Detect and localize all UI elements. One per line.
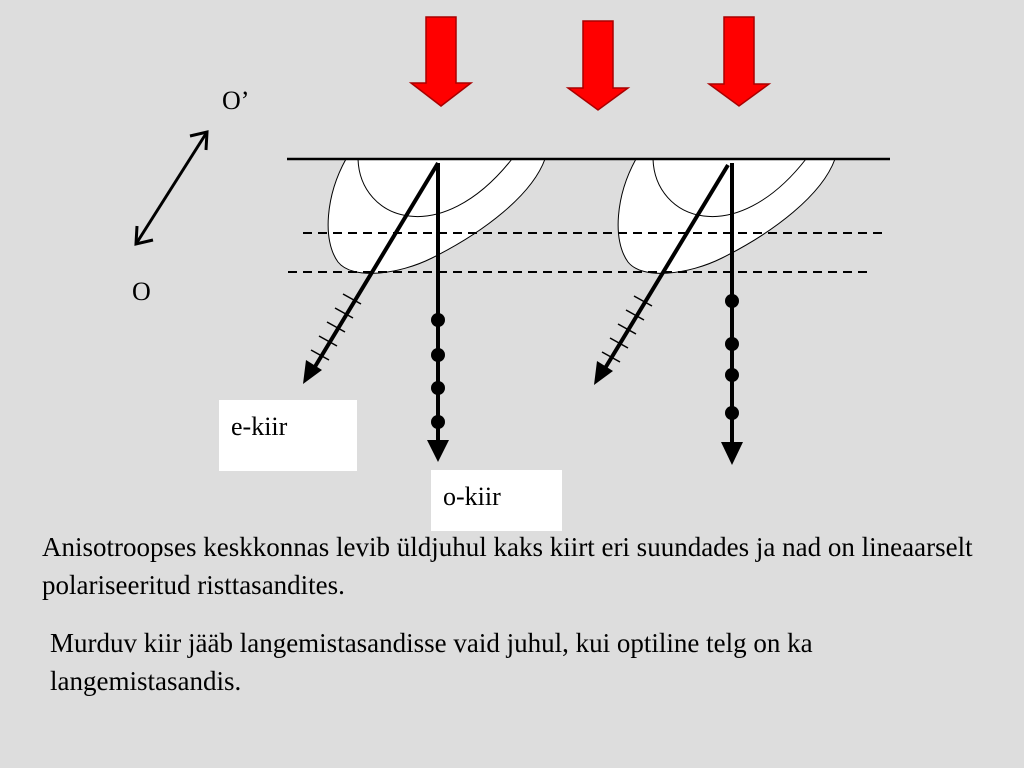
o-ray-label-box — [431, 470, 562, 531]
paragraph-2: Murduv kiir jääb langemistasandisse vaid juhul, kui optiline telg on ka langemistasandis. — [50, 628, 813, 696]
o-ray-label: o-kiir — [443, 482, 501, 511]
incident-arrow-3 — [709, 17, 769, 106]
e-ray-label: e-kiir — [231, 412, 288, 441]
e-ray-label-box — [219, 400, 357, 471]
axis-label-top: O’ — [222, 86, 250, 115]
axis-label-bottom: O — [132, 277, 151, 306]
wavefront-right — [618, 159, 835, 273]
incident-arrows — [411, 17, 769, 110]
paragraph-1: Anisotroopses keskkonnas levib üldjuhul kaks kiirt eri suundades ja nad on lineaarselt polariseeritud risttasandites. — [42, 532, 973, 600]
incident-arrow-1 — [411, 17, 471, 106]
optic-axis-arrow — [136, 132, 207, 244]
incident-arrow-2 — [568, 21, 628, 110]
